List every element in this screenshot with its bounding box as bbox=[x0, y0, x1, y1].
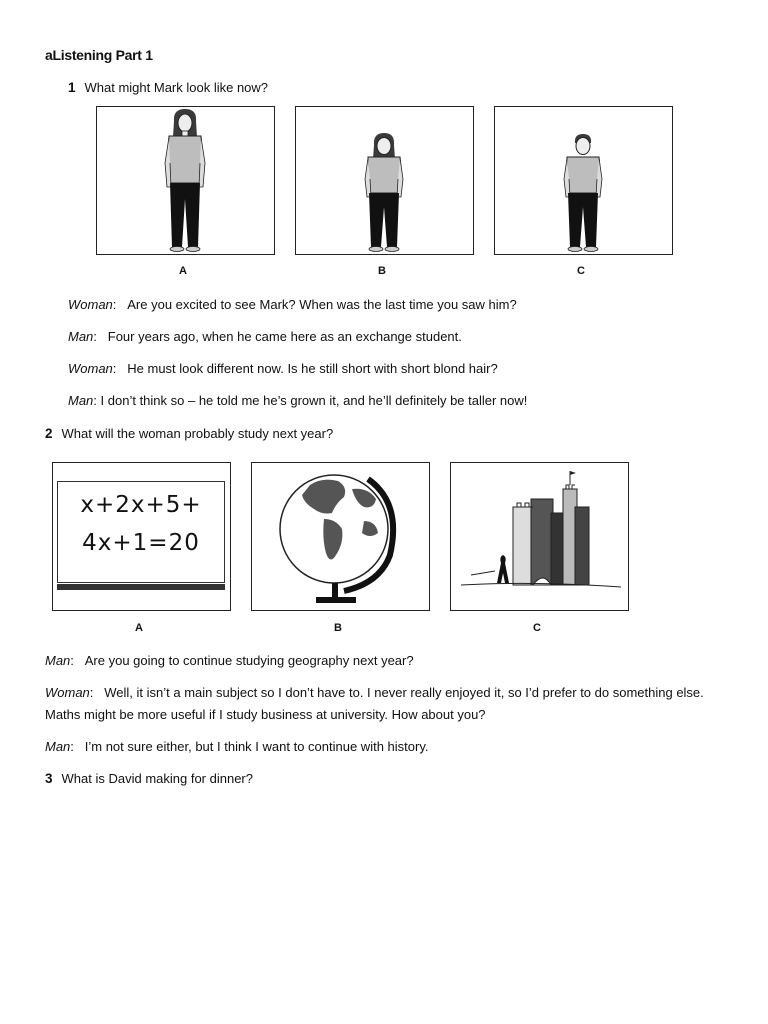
q1-dialogue-line: Woman: Are you excited to see Mark? When was the last time you saw him? bbox=[68, 297, 517, 312]
question-number: 1 bbox=[68, 80, 76, 95]
question-text: What is David making for dinner? bbox=[61, 771, 253, 786]
q2-picture-c[interactable] bbox=[450, 462, 629, 611]
question-1 bbox=[68, 80, 268, 95]
utterance: I’m not sure either, but I think I want to continue with history. bbox=[84, 739, 429, 754]
q2-option-c-label: C bbox=[533, 622, 541, 634]
q2-picture-a[interactable] bbox=[52, 462, 231, 611]
board-tray bbox=[57, 584, 225, 590]
person-short-hair-illustration bbox=[495, 107, 671, 253]
q2-dialogue-line: Man: I’m not sure either, but I think I want to continue with history. bbox=[45, 739, 429, 754]
speaker: Man bbox=[68, 393, 94, 408]
utterance: He must look different now. Is he still short with short blond hair? bbox=[127, 361, 498, 376]
utterance: Four years ago, when he came here as an exchange student. bbox=[107, 329, 462, 344]
q2-picture-b[interactable] bbox=[251, 462, 430, 611]
q1-option-b-label: B bbox=[378, 265, 386, 277]
board-equation-line: x+2x+5+ bbox=[80, 492, 202, 518]
q2-option-b-label: B bbox=[334, 622, 342, 634]
castle-illustration bbox=[451, 463, 627, 609]
speaker: Woman bbox=[45, 685, 90, 700]
q1-option-c-label: C bbox=[577, 265, 585, 277]
speaker: Man bbox=[45, 653, 71, 668]
speaker: Woman bbox=[68, 361, 113, 376]
q1-picture-b[interactable] bbox=[295, 106, 474, 255]
person-long-hair-short-illustration bbox=[296, 107, 472, 253]
q1-picture-a[interactable] bbox=[96, 106, 275, 255]
q2-dialogue-line: Man: Are you going to continue studying geography next year? bbox=[45, 653, 414, 668]
question-text: What will the woman probably study next year? bbox=[61, 426, 334, 441]
q1-picture-c[interactable] bbox=[494, 106, 673, 255]
q1-option-a-label: A bbox=[179, 265, 187, 277]
question-number: 3 bbox=[45, 771, 53, 786]
question-text: What might Mark look like now? bbox=[84, 80, 269, 95]
q1-dialogue-line: Man: I don’t think so – he told me he’s grown it, and he’ll definitely be taller now! bbox=[68, 393, 528, 408]
person-long-hair-illustration bbox=[97, 107, 273, 253]
question-2 bbox=[45, 426, 333, 441]
speaker: Woman bbox=[68, 297, 113, 312]
question-number: 2 bbox=[45, 426, 53, 441]
speaker: Man bbox=[45, 739, 71, 754]
board-equation-line: 4x+1=20 bbox=[82, 530, 200, 556]
q1-dialogue-line: Woman: He must look different now. Is he still short with short blond hair? bbox=[68, 361, 498, 376]
globe-illustration bbox=[252, 463, 428, 609]
question-3 bbox=[45, 771, 253, 786]
utterance: Are you excited to see Mark? When was the last time you saw him? bbox=[127, 297, 517, 312]
page-title: aListening Part 1 bbox=[45, 47, 153, 63]
utterance: Are you going to continue studying geography next year? bbox=[84, 653, 414, 668]
q2-dialogue-line: Woman: Well, it isn’t a main subject so I don’t have to. I never really enjoyed it, so I’d prefer to do something else. Maths might be more useful if I study business at university. How about you? bbox=[45, 685, 704, 722]
utterance: Well, it isn’t a main subject so I don’t have to. I never really enjoyed it, so I’d prefer to do something else. Maths might be more useful if I study business at university. How about you? bbox=[45, 685, 704, 722]
q1-dialogue-line: Man: Four years ago, when he came here as an exchange student. bbox=[68, 329, 462, 344]
whiteboard bbox=[57, 481, 225, 583]
speaker: Man bbox=[68, 329, 94, 344]
q2-option-a-label: A bbox=[135, 622, 143, 634]
utterance: I don’t think so – he told me he’s grown it, and he’ll definitely be taller now! bbox=[100, 393, 528, 408]
